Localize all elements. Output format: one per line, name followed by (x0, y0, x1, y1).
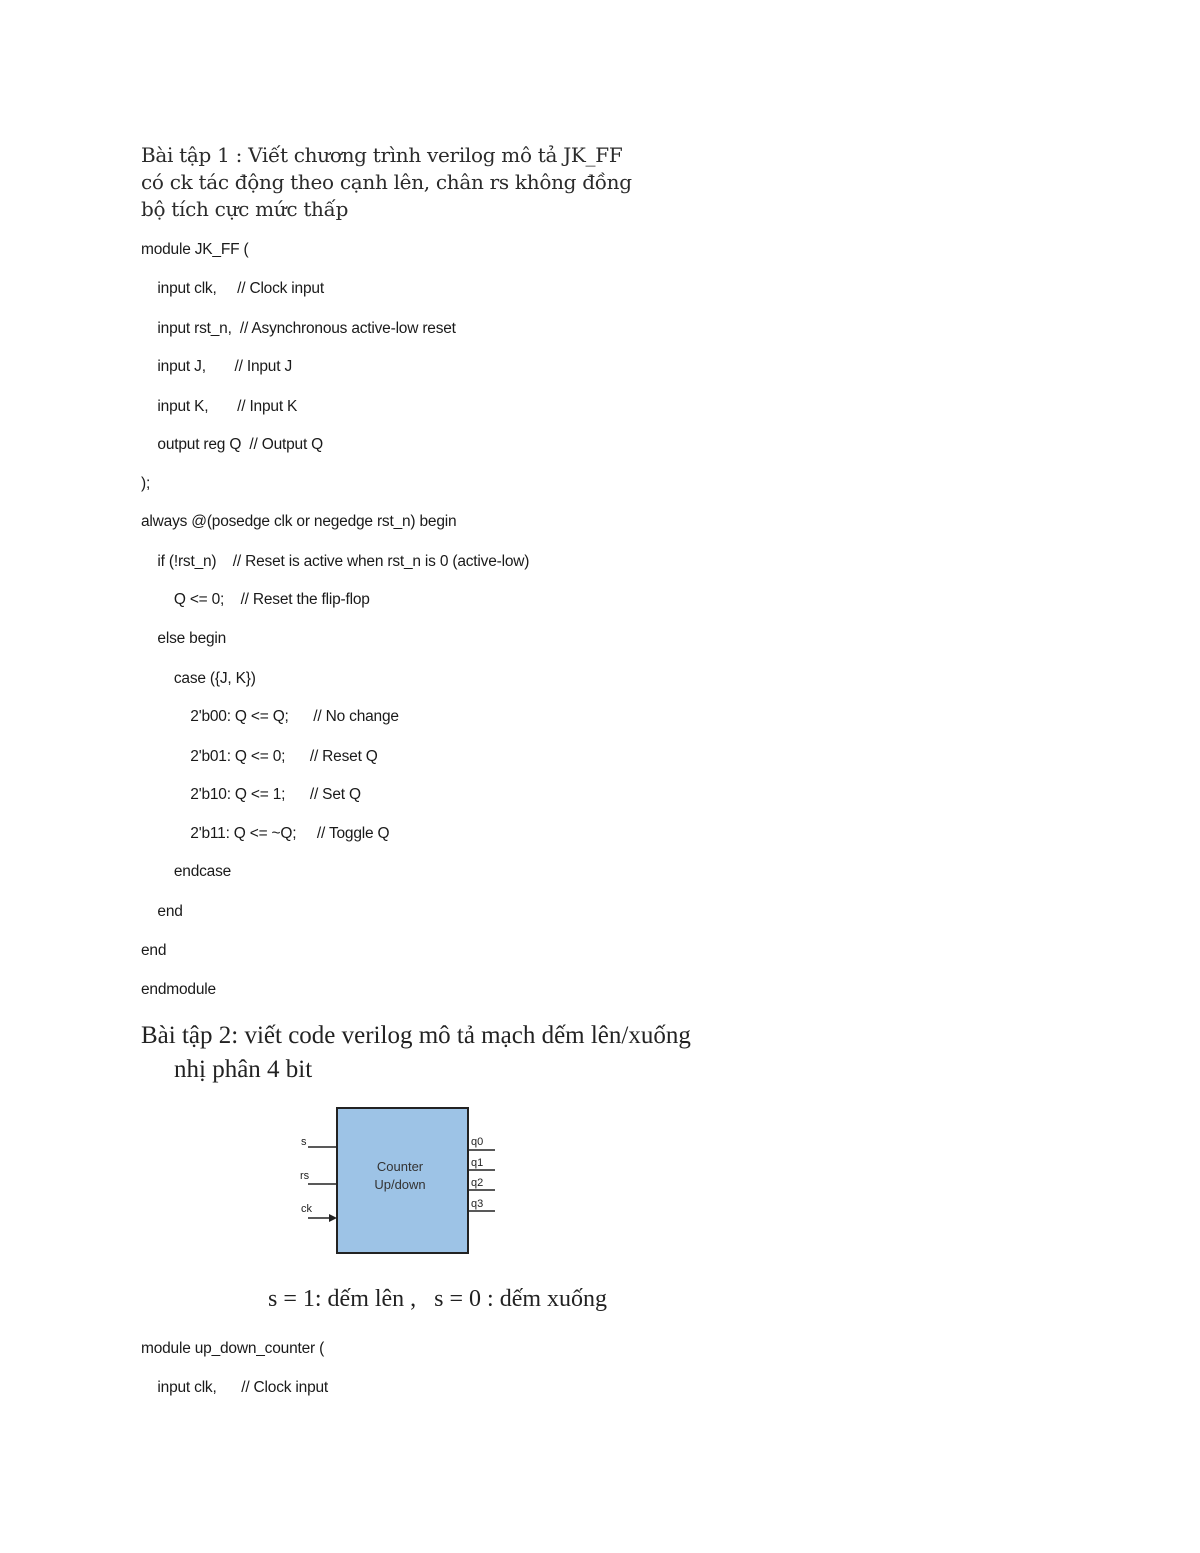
counter-diagram (290, 1100, 510, 1265)
output-q1-label: q1 (471, 1157, 484, 1169)
code-line: endcase (141, 863, 232, 880)
code-line: ); (141, 475, 151, 492)
code-line: 2'b11: Q <= ~Q; // Toggle Q (141, 825, 390, 842)
code-line: input K, // Input K (141, 398, 298, 415)
input-rs-label: rs (300, 1170, 310, 1182)
output-q3-label: q3 (471, 1198, 484, 1210)
counter-block-label: Counter (376, 1159, 424, 1174)
input-s-label: s (301, 1136, 307, 1148)
code-line: output reg Q // Output Q (141, 436, 324, 453)
counter-block-label: Up/down (374, 1177, 426, 1192)
code-line: Q <= 0; // Reset the flip-flop (141, 591, 370, 608)
code-line: module JK_FF ( (141, 241, 249, 258)
exercise1-title-line: bộ tích cực mức thấp (141, 197, 349, 221)
clock-arrow-icon (329, 1214, 337, 1222)
code-line: end (141, 942, 167, 959)
code-line: 2'b01: Q <= 0; // Reset Q (141, 748, 378, 765)
mode-formula: s = 1: dếm lên , s = 0 : dếm xuống (268, 1286, 608, 1312)
code-line: if (!rst_n) // Reset is active when rst_n is 0 (active-low) (141, 553, 530, 570)
exercise1-title-line: Bài tập 1 : Viết chương trình verilog mô tả JK_FF (141, 143, 623, 167)
code-line: module up_down_counter ( (141, 1340, 325, 1357)
code-line: end (141, 903, 183, 920)
code-line: endmodule (141, 981, 216, 998)
input-ck-label: ck (301, 1203, 312, 1215)
code-line: 2'b00: Q <= Q; // No change (141, 708, 399, 725)
output-q0-label: q0 (471, 1136, 484, 1148)
code-line: input J, // Input J (141, 358, 292, 375)
exercise1-title (141, 142, 632, 223)
code-line: 2'b10: Q <= 1; // Set Q (141, 786, 361, 803)
code-line: case ({J, K}) (141, 670, 256, 687)
exercise1-title-line: có ck tác động theo cạnh lên, chân rs không đồng (141, 170, 632, 194)
code-line: input rst_n, // Asynchronous active-low reset (141, 320, 456, 337)
exercise2-title-line: Bài tập 2: viết code verilog mô tả mạch dếm lên/xuống (141, 1022, 691, 1049)
code-line: else begin (141, 630, 227, 647)
output-q2-label: q2 (471, 1177, 484, 1189)
code-line: always @(posedge clk or negedge rst_n) begin (141, 513, 457, 530)
exercise2-title (141, 1019, 691, 1087)
exercise2-title-line: nhị phân 4 bit (174, 1056, 313, 1083)
code-line: input clk, // Clock input (141, 1379, 329, 1396)
code-line: input clk, // Clock input (141, 280, 324, 297)
